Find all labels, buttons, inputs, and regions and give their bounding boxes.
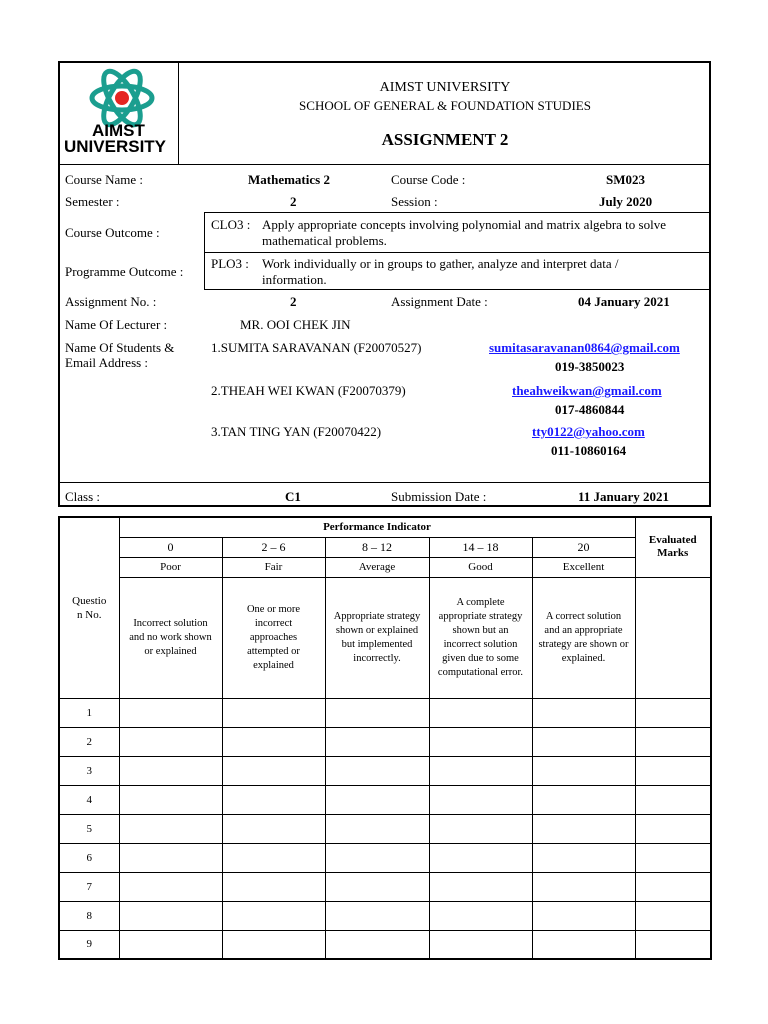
mark-cell[interactable]: [325, 814, 429, 843]
evaluated-mark-cell[interactable]: [635, 872, 711, 901]
student-name-1: 1.SUMITA SARAVANAN (F20070527): [211, 340, 422, 355]
mark-cell[interactable]: [222, 843, 325, 872]
evaluated-mark-cell[interactable]: [635, 698, 711, 727]
score-2: 8 – 12: [325, 537, 429, 557]
mark-cell[interactable]: [429, 814, 532, 843]
table-row: [59, 785, 711, 814]
description-excellent: A correct solution and an appropriate strategy are shown or explained.: [532, 577, 635, 698]
question-number: 6: [59, 843, 119, 872]
logo-text-aimst: AIMST: [92, 121, 145, 140]
question-number: 7: [59, 872, 119, 901]
table-row: [59, 727, 711, 756]
submission-date-label: Submission Date :: [391, 489, 487, 504]
submission-date-value: 11 January 2021: [578, 489, 670, 504]
student-email-3[interactable]: tty0122@yahoo.com: [532, 424, 645, 439]
description-fair: One or more incorrect approaches attempted or explained: [222, 577, 325, 698]
student-phone-3: 011-10860164: [551, 443, 627, 458]
plo-code: PLO3 :: [211, 256, 249, 271]
mark-cell[interactable]: [532, 901, 635, 930]
question-number: 9: [59, 930, 119, 959]
mark-cell[interactable]: [532, 785, 635, 814]
student-name-2: 2.THEAH WEI KWAN (F20070379): [211, 383, 406, 398]
evaluated-mark-cell[interactable]: [635, 727, 711, 756]
mark-cell[interactable]: [325, 930, 429, 959]
mark-cell[interactable]: [119, 901, 222, 930]
mark-cell[interactable]: [119, 698, 222, 727]
mark-cell[interactable]: [429, 698, 532, 727]
description-poor: Incorrect solution and no work shown or explained: [119, 577, 222, 698]
assignment-no-label: Assignment No. :: [65, 294, 157, 309]
mark-cell[interactable]: [532, 727, 635, 756]
evaluated-mark-cell[interactable]: [635, 756, 711, 785]
logo-text-university: UNIVERSITY: [64, 137, 167, 156]
clo-text-line2: mathematical problems.: [262, 233, 387, 248]
course-code-label: Course Code :: [391, 172, 466, 187]
mark-cell[interactable]: [119, 930, 222, 959]
table-row: [59, 930, 711, 959]
university-name: AIMST UNIVERSITY: [379, 80, 511, 95]
outcome-divider: [205, 252, 710, 253]
description-average: Appropriate strategy shown or explained but implemented incorrectly.: [325, 577, 429, 698]
mark-cell[interactable]: [222, 727, 325, 756]
mark-cell[interactable]: [532, 756, 635, 785]
clo-text-line1: Apply appropriate concepts involving polynomial and matrix algebra to solve: [262, 217, 666, 232]
evaluated-mark-cell[interactable]: [635, 843, 711, 872]
mark-cell[interactable]: [222, 901, 325, 930]
course-code-value: SM023: [606, 172, 645, 187]
course-name-value: Mathematics 2: [248, 172, 330, 187]
table-row: [59, 814, 711, 843]
evaluated-mark-cell[interactable]: [635, 901, 711, 930]
student-phone-1: 019-3850023: [555, 359, 625, 374]
marks-header-blank: [635, 577, 711, 698]
mark-cell[interactable]: [325, 698, 429, 727]
level-poor: Poor: [119, 557, 222, 577]
plo-text-line1: Work individually or in groups to gather, analyze and interpret data /: [262, 256, 619, 271]
students-label-line2: Email Address :: [65, 355, 149, 370]
class-value: C1: [285, 489, 301, 504]
assignment-date-value: 04 January 2021: [578, 294, 670, 309]
level-fair: Fair: [222, 557, 325, 577]
mark-cell[interactable]: [222, 698, 325, 727]
mark-cell[interactable]: [325, 785, 429, 814]
lecturer-value: MR. OOI CHEK JIN: [240, 317, 351, 332]
mark-cell[interactable]: [429, 843, 532, 872]
mark-cell[interactable]: [222, 930, 325, 959]
mark-cell[interactable]: [325, 756, 429, 785]
class-divider: [59, 482, 710, 483]
mark-cell[interactable]: [325, 872, 429, 901]
mark-cell[interactable]: [325, 843, 429, 872]
score-0: 0: [119, 537, 222, 557]
table-row: [59, 901, 711, 930]
question-number: 8: [59, 901, 119, 930]
assignment-date-label: Assignment Date :: [391, 294, 488, 309]
student-email-1[interactable]: sumitasaravanan0864@gmail.com: [489, 340, 680, 355]
mark-cell[interactable]: [222, 814, 325, 843]
mark-cell[interactable]: [119, 727, 222, 756]
mark-cell[interactable]: [119, 872, 222, 901]
question-number: 5: [59, 814, 119, 843]
semester-value: 2: [290, 194, 297, 209]
students-label-line1: Name Of Students &: [65, 340, 175, 355]
mark-cell[interactable]: [429, 930, 532, 959]
mark-cell[interactable]: [325, 727, 429, 756]
mark-cell[interactable]: [429, 872, 532, 901]
mark-cell[interactable]: [119, 814, 222, 843]
mark-cell[interactable]: [532, 872, 635, 901]
mark-cell[interactable]: [429, 727, 532, 756]
page-title: ASSIGNMENT 2: [381, 130, 509, 149]
mark-cell[interactable]: [119, 785, 222, 814]
mark-cell[interactable]: [222, 872, 325, 901]
table-row: [59, 756, 711, 785]
mark-cell[interactable]: [325, 901, 429, 930]
table-row: [59, 872, 711, 901]
evaluated-mark-cell[interactable]: [635, 785, 711, 814]
mark-cell[interactable]: [119, 843, 222, 872]
score-3: 14 – 18: [429, 537, 532, 557]
student-email-2[interactable]: theahweikwan@gmail.com: [512, 383, 662, 398]
level-average: Average: [325, 557, 429, 577]
mark-cell[interactable]: [222, 756, 325, 785]
description-good: A complete appropriate strategy shown but an incorrect solution given due to some computational error.: [429, 577, 532, 698]
class-label: Class :: [65, 489, 101, 504]
score-1: 2 – 6: [222, 537, 325, 557]
clo-code: CLO3 :: [211, 217, 251, 232]
mark-cell[interactable]: [532, 814, 635, 843]
programme-outcome-label: Programme Outcome :: [65, 264, 184, 279]
session-value: July 2020: [599, 194, 653, 209]
level-excellent: Excellent: [532, 557, 635, 577]
mark-cell[interactable]: [429, 901, 532, 930]
student-name-3: 3.TAN TING YAN (F20070422): [211, 424, 382, 439]
plo-text-line2: information.: [262, 272, 327, 287]
question-no-header: Questio n No.: [59, 517, 119, 698]
course-outcome-label: Course Outcome :: [65, 225, 160, 240]
level-good: Good: [429, 557, 532, 577]
mark-cell[interactable]: [532, 698, 635, 727]
evaluated-mark-cell[interactable]: [635, 930, 711, 959]
school-name: SCHOOL OF GENERAL & FOUNDATION STUDIES: [299, 98, 591, 113]
question-number: 3: [59, 756, 119, 785]
lecturer-label: Name Of Lecturer :: [65, 317, 168, 332]
student-phone-2: 017-4860844: [555, 402, 625, 417]
mark-cell[interactable]: [532, 930, 635, 959]
mark-cell[interactable]: [119, 756, 222, 785]
mark-cell[interactable]: [429, 785, 532, 814]
assignment-no-value: 2: [290, 294, 297, 309]
evaluated-marks-header: Evaluated Marks: [635, 517, 711, 577]
question-number: 2: [59, 727, 119, 756]
question-number: 1: [59, 698, 119, 727]
question-number: 4: [59, 785, 119, 814]
table-row: [59, 698, 711, 727]
evaluated-mark-cell[interactable]: [635, 814, 711, 843]
score-4: 20: [532, 537, 635, 557]
mark-cell[interactable]: [532, 843, 635, 872]
table-row: [59, 843, 711, 872]
header-divider: [59, 164, 710, 165]
mark-cell[interactable]: [222, 785, 325, 814]
session-label: Session :: [391, 194, 438, 209]
semester-label: Semester :: [65, 194, 120, 209]
course-name-label: Course Name :: [65, 172, 143, 187]
logo-divider: [178, 62, 179, 164]
performance-indicator-header: Performance Indicator: [119, 517, 635, 537]
aimst-logo: [62, 66, 176, 162]
rubric-table: [58, 516, 712, 960]
mark-cell[interactable]: [429, 756, 532, 785]
